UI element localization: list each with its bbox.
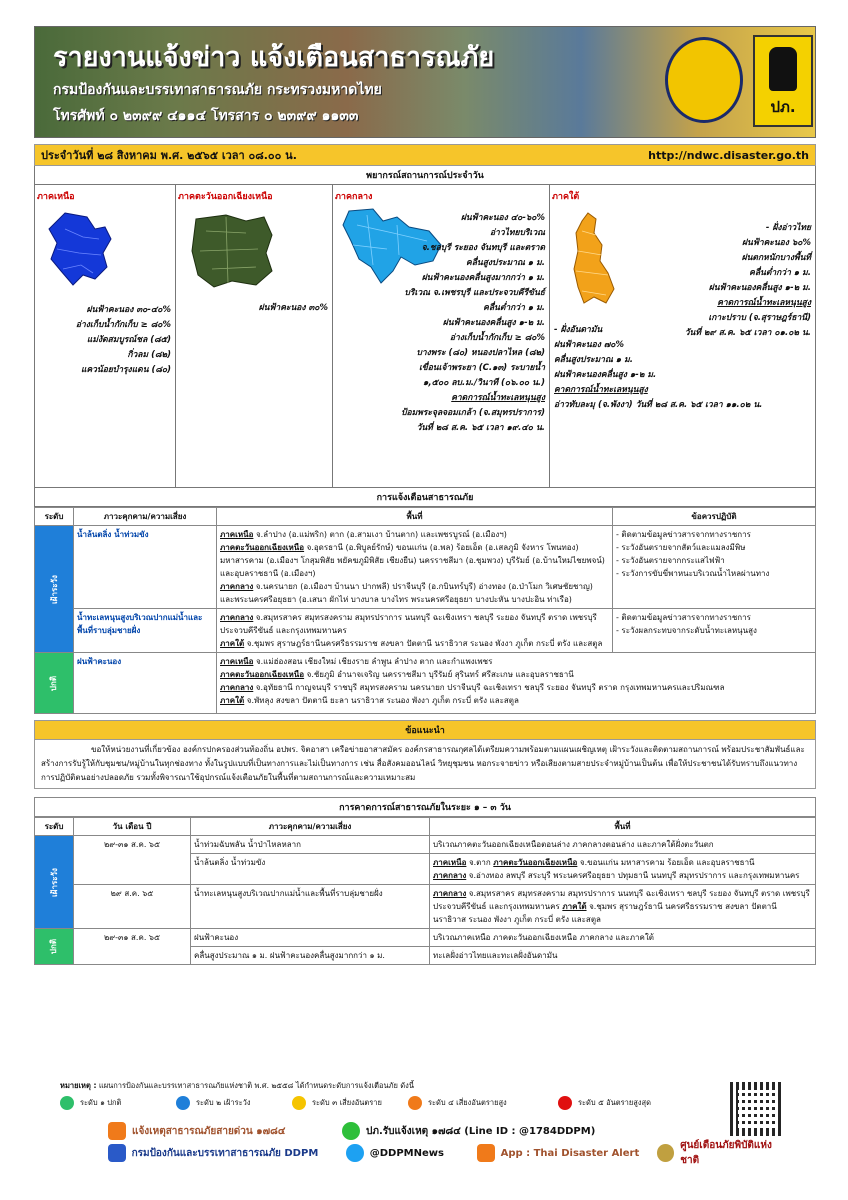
area-cell [430, 854, 816, 885]
level-watch-cell [35, 526, 74, 653]
area-region: ภาคเหนือ [220, 657, 254, 666]
daily-forecast-heading: พยากรณ์สถานการณ์ประจำวัน [34, 166, 816, 185]
central-tide-line: ป้อมพระจุลจอมเกล้า (จ.สมุทรปราการ) [401, 408, 545, 418]
area-text: จ.ขอนแก่น มหาสารคาม ร้อยเอ็ด และอุบลราชธานี [577, 858, 755, 867]
level-label: เฝ้าระวัง [49, 574, 59, 604]
south-east-line: ฝนฟ้าคะนอง ๖๐% [742, 238, 811, 248]
level-2-dot-icon [176, 1096, 190, 1110]
level-normal-cell [35, 653, 74, 714]
legend-level-label: ระดับ ๕ อันตรายสูงสุด [578, 1098, 651, 1107]
south-west-lines [554, 323, 762, 413]
area-region: ภาคใต้ [220, 639, 245, 648]
area-region: ภาคตะวันออกเฉียงเหนือ [220, 670, 305, 679]
area-text: จ.สมุทรสาคร สมุทรสงคราม สมุทรปราการ นนทบุรี ฉะเชิงเทรา ชลบุรี ระยอง จันทบุรี ตราด เพชรบุรี ประจวบคีรีขันธ์ และกรุงเทพมหานคร [433, 889, 810, 911]
area-line [220, 655, 812, 668]
advice-heading: ข้อแนะนำ [34, 720, 816, 740]
area-text: จ.ลำปาง (อ.แม่พริก) ตาก (อ.สามเงา บ้านตาก) และเพชรบูรณ์ (อ.เมืองฯ) [253, 530, 507, 539]
area-region: ภาคเหนือ [433, 858, 467, 867]
hotline-text[interactable]: แจ้งเหตุสาธารณภัยสายด่วน ๑๗๘๔ [132, 1125, 286, 1137]
level-normal-cell [35, 929, 74, 965]
central-line: บริเวณ จ.เพชรบุรี และประจวบคีรีขันธ์ [404, 288, 545, 298]
contacts [108, 1120, 788, 1164]
central-line: ฝนฟ้าคะนองคลื่นสูงมากกว่า ๑ ม. [421, 273, 545, 283]
warning-center-text: ศูนย์เตือนภัยพิบัติแห่งชาติ [680, 1140, 772, 1166]
app-icon [477, 1144, 495, 1162]
area-text: จ.อ่างทอง ลพบุรี สระบุรี พระนครศรีอยุธยา ปทุมธานี นนทบุรี สมุทรปราการ และกรุงเทพมหานคร [466, 871, 800, 880]
advice-item: - ติดตามข้อมูลข่าวสารจากทางราชการ [616, 530, 751, 539]
ddpm-logo [753, 35, 813, 127]
level-3-dot-icon [292, 1096, 306, 1110]
central-line: คลื่นต่ำกว่า ๑ ม. [483, 303, 545, 313]
region-north [35, 185, 176, 487]
area-region: ภาคใต้ [220, 696, 245, 705]
region-title: ภาคกลาง [335, 192, 373, 202]
south-west-tide-line: อ่าวทับละมุ (จ.พังงา) วันที่ ๒๘ ส.ค. ๖๕ เวลา ๑๑.๐๒ น. [554, 400, 763, 410]
northeast-lines [259, 301, 328, 316]
south-west-line: - ฝั่งอันดามัน [554, 325, 603, 335]
area-text: จ.อุทัยธานี กาญจนบุรี ราชบุรี สมุทรสงคราม นครนายก ปราจีนบุรี ฉะเชิงเทรา ชลบุรี ระยอง จันทบุรี ตราด กรุงเทพมหานครและปริมณฑล [253, 683, 725, 692]
area-region: ภาคใต้ [562, 902, 587, 911]
region-title: ภาคใต้ [552, 192, 580, 202]
threat-cell: น้ำท่วมฉับพลัน น้ำป่าไหลหลาก [191, 836, 430, 854]
threat-cell: ฝนฟ้าคะนอง [191, 929, 430, 947]
legend-level-label: ระดับ ๒ เฝ้าระวัง [196, 1098, 251, 1107]
northeast-line: ฝนฟ้าคะนอง ๓๐% [258, 303, 328, 313]
south-west-line: ฝนฟ้าคะนองคลื่นสูง ๑-๒ ม. [554, 370, 657, 380]
advice-item: - ติดตามข้อมูลข่าวสารจากทางราชการ [616, 613, 751, 622]
south-east-tide-line: วันที่ ๒๙ ส.ค. ๖๕ เวลา ๐๑.๐๒ น. [684, 328, 811, 338]
line-id-text[interactable]: ปภ.รับแจ้งเหตุ ๑๗๘๔ (Line ID : @1784DDPM) [366, 1125, 596, 1137]
phone-icon [108, 1122, 126, 1140]
threat-cell: คลื่นสูงประมาณ ๑ ม. ฝนฟ้าคะนองคลื่นสูงมากกว่า ๑ ม. [191, 947, 430, 965]
advice-item: - ระวังอันตรายจากกระแสไฟฟ้า [616, 556, 725, 565]
region-central [333, 185, 550, 487]
legend-note [60, 1080, 760, 1092]
area-region: ภาคกลาง [220, 683, 254, 692]
legend-note-label: หมายเหตุ : [60, 1081, 97, 1090]
north-line: กิ่วลม (๘๒) [127, 350, 171, 360]
department-name: กรมป้องกันและบรรเทาสาธารณภัย กระทรวงมหาดไทย [53, 82, 382, 98]
area-cell [217, 653, 816, 714]
three-day-table [34, 817, 816, 965]
region-south [550, 185, 815, 487]
central-line: เขื่อนเจ้าพระยา (C.๑๓) ระบายน้ำ [418, 363, 545, 373]
central-tide-title: คาดการณ์น้ำทะเลหนุนสูง [451, 393, 545, 403]
table-row [35, 836, 816, 854]
advice-item: - ระวังผลกระทบจากระดับน้ำทะเลหนุนสูง [616, 626, 757, 635]
contact-row [108, 1142, 788, 1164]
threat-cell: น้ำล้นตลิ่ง น้ำท่วมขัง [74, 526, 217, 609]
area-line [220, 637, 609, 650]
table-header-cell: วัน เดือน ปี [74, 818, 191, 836]
south-map-icon [558, 211, 618, 321]
advice-cell [613, 526, 816, 609]
area-text: จ.อุดรธานี (อ.พิบูลย์รักษ์) ขอนแก่น (อ.พล) ร้อยเอ็ด (อ.เสลภูมิ จังหาร โพนทอง) มหาสารคาม (อ.เมืองฯ โกสุมพิสัย พยัคฆภูมิพิสัย เชียงยืน) นครราชสีมา (อ.ชุมพวง) บุรีรัมย์ (อ.บ้านใหม่ไชยพจน์) และอุบลราชธานี (อ.เมืองฯ) [220, 543, 605, 578]
south-east-line: ฝนฟ้าคะนองคลื่นสูง ๑-๒ ม. [708, 283, 811, 293]
area-cell [430, 885, 816, 929]
area-line [220, 694, 812, 707]
date-bar [34, 144, 816, 166]
legend-level [558, 1096, 674, 1110]
report-page [34, 26, 816, 965]
twitter-text[interactable]: @DDPMNews [369, 1147, 444, 1159]
south-east-line: ฝนตกหนักบางพื้นที่ [741, 253, 811, 263]
area-text: จ.นครนายก (อ.เมืองฯ บ้านนา ปากพลี) ปราจีนบุรี (อ.กบินทร์บุรี) อ่างทอง (อ.ป่าโมก วิเศษชัยชาญ) และพระนครศรีอยุธยา (อ.เสนา ผักไห่ บางบาล บางไทร พระนครศรีอยุธยา บางปะหัน บางปะอิน ท่าเรือ) [220, 582, 593, 604]
region-title: ภาคเหนือ [37, 192, 75, 202]
south-east-line: - ฝั่งอ่าวไทย [765, 223, 811, 233]
legend-level [292, 1096, 408, 1110]
area-line [220, 528, 609, 541]
area-text: จ.ชุมพร สุราษฎร์ธานี นครศรีธรรมราช สงขลา ปัตตานี นราธิวาส ระนอง พังงา ภูเก็ต กระบี่ ตรัง และสตูล [433, 902, 777, 924]
area-cell: ทะเลฝั่งอ่าวไทยและทะเลฝั่งอันดามัน [430, 947, 816, 965]
central-line: บางพระ (๘๐) หนองปลาไหล (๘๒) [416, 348, 545, 358]
advice-paragraph: ขอให้หน่วยงานที่เกี่ยวข้อง องค์กรปกครองส่วนท้องถิ่น อปพร. จิตอาสา เครือข่ายอาสาสมัคร องค์กรสาธารณกุศลได้เตรียมความพร้อมตามแผนเผชิญเหตุ เฝ้าระวังและติดตามสถานการณ์ พร้อมประชาสัมพันธ์และสร้างการรับรู้ให้กับชุมชน/หมู่บ้านในทุกช่องทาง ทั้งในรูปแบบที่เป็นทางการและไม่เป็นทางการ เช่น สื่อสังคมออนไลน์ วิทยุชุมชน หอกระจายข่าว หรือเสียงตามสายประจำหมู่บ้านเป็นต้น เพื่อให้ประชาชนได้รับทราบถึงแนวทางการปฏิบัติตนอย่างปลอดภัย รวมทั้งพิจารณาใช้อุปกรณ์แจ้งเตือนภัยในพื้นที่ตามสถานการณ์และความเหมาะสม [34, 740, 816, 789]
table-row [35, 929, 816, 947]
north-line: อ่างเก็บน้ำกักเก็บ ≥ ๘๐% [75, 320, 171, 330]
legend-level-label: ระดับ ๓ เสี่ยงอันตราย [312, 1098, 382, 1107]
area-region: ภาคกลาง [220, 582, 254, 591]
date-cell: ๒๙ ส.ค. ๖๕ [74, 885, 191, 929]
legend-levels [60, 1096, 760, 1110]
logo-text: ปภ. [770, 98, 796, 116]
area-region: ภาคกลาง [433, 871, 467, 880]
area-line [220, 611, 609, 637]
table-header-cell: พื้นที่ [217, 508, 613, 526]
area-region: ภาคตะวันออกเฉียงเหนือ [493, 858, 578, 867]
advice-item: - ระวังอันตรายจากสัตว์และแมลงมีพิษ [616, 543, 746, 552]
central-line: ๑,๕๐๐ ลบ.ม./วินาที (๐๖.๐๐ น.) [422, 378, 545, 388]
ministry-seal-icon [665, 37, 743, 123]
table-header-cell: ระดับ [35, 818, 74, 836]
central-line: อ่าวไทยบริเวณ [489, 228, 545, 238]
app-text[interactable]: App : Thai Disaster Alert [500, 1147, 640, 1159]
level-1-dot-icon [60, 1096, 74, 1110]
area-text: จ.สมุทรสาคร สมุทรสงคราม สมุทรปราการ นนทบุรี ฉะเชิงเทรา ชลบุรี ระยอง จันทบุรี ตราด เพชรบุรี ประจวบคีรีขันธ์ และกรุงเทพมหานคร [220, 613, 597, 635]
area-line [220, 668, 812, 681]
legend [60, 1080, 760, 1110]
central-line: อ่างเก็บน้ำกักเก็บ ≥ ๘๐% [449, 333, 545, 343]
south-west-line: คลื่นสูงประมาณ ๑ ม. [554, 355, 633, 365]
level-4-dot-icon [408, 1096, 422, 1110]
area-region: ภาคเหนือ [220, 530, 254, 539]
three-day-heading: การคาดการณ์สาธารณภัยในระยะ ๑ – ๓ วัน [34, 797, 816, 817]
facebook-icon [108, 1144, 126, 1162]
legend-level [408, 1096, 558, 1110]
level-label: เฝ้าระวัง [49, 867, 59, 897]
facebook-text[interactable]: กรมป้องกันและบรรเทาสาธารณภัย DDPM [131, 1147, 319, 1159]
advice-item: - ระวังการขับขี่พาหนะบริเวณน้ำไหลผ่านทาง [616, 569, 770, 578]
area-line [220, 681, 812, 694]
area-text: จ.ตาก [466, 858, 494, 867]
south-east-line: คลื่นต่ำกว่า ๑ ม. [749, 268, 811, 278]
website-link[interactable]: http://ndwc.disaster.go.th [648, 148, 809, 162]
threat-cell: น้ำทะเลหนุนสูงบริเวณปากแม่น้ำและพื้นที่ราบลุ่มชายฝั่ง [191, 885, 430, 929]
central-lines [401, 211, 545, 436]
level-5-dot-icon [558, 1096, 572, 1110]
contact-phone: โทรศัพท์ ๐ ๒๓๙๙ ๔๑๑๔ โทรสาร ๐ ๒๓๙๙ ๑๑๓๓ [53, 108, 359, 124]
table-header-cell: ภาวะคุกคาม/ความเสี่ยง [74, 508, 217, 526]
south-west-tide-title: คาดการณ์น้ำทะเลหนุนสูง [554, 385, 648, 395]
table-row [35, 653, 816, 714]
area-text: จ.ชัยภูมิ อำนาจเจริญ นครราชสีมา บุรีรัมย์ สุรินทร์ ศรีสะเกษ และอุบลราชธานี [304, 670, 574, 679]
central-line: ฝนฟ้าคะนอง ๔๐-๖๐% [460, 213, 545, 223]
area-region: ภาคกลาง [433, 889, 467, 898]
table-header-cell: ภาวะคุกคาม/ความเสี่ยง [191, 818, 430, 836]
level-watch-cell [35, 836, 74, 929]
line-icon [342, 1122, 360, 1140]
date-cell: ๒๙-๓๑ ส.ค. ๖๕ [74, 836, 191, 885]
central-line: คลื่นสูงประมาณ ๑ ม. [466, 258, 545, 268]
legend-level-label: ระดับ ๔ เสี่ยงอันตรายสูง [428, 1098, 507, 1107]
area-cell: บริเวณภาคตะวันออกเฉียงเหนือตอนล่าง ภาคกลางตอนล่าง และภาคใต้ฝั่งตะวันตก [430, 836, 816, 854]
table-header-cell: พื้นที่ [430, 818, 816, 836]
report-date: ประจำวันที่ ๒๘ สิงหาคม พ.ศ. ๒๕๖๕ เวลา ๐๘.๐๐ น. [41, 149, 297, 162]
level-label: ปกติ [49, 675, 59, 691]
area-region: ภาคตะวันออกเฉียงเหนือ [220, 543, 305, 552]
south-east-tide-line: เกาะปราบ (จ.สุราษฎร์ธานี) [708, 313, 811, 323]
table-header-row [35, 818, 816, 836]
north-line: แม่งัดสมบูรณ์ชล (๘๕) [86, 335, 171, 345]
central-line: ฝนฟ้าคะนองคลื่นสูง ๑-๒ ม. [442, 318, 545, 328]
north-line: แควน้อยบำรุงแดน (๘๐) [80, 365, 171, 375]
alerts-table [34, 507, 816, 714]
region-title: ภาคตะวันออกเฉียงเหนือ [178, 192, 273, 202]
threat-cell: น้ำทะเลหนุนสูงบริเวณปากแม่น้ำและพื้นที่ราบลุ่มชายฝั่ง [74, 609, 217, 653]
table-row [35, 609, 816, 653]
area-text: จ.พัทลุง สงขลา ปัตตานี ยะลา นราธิวาส ระนอง พังงา ภูเก็ต กระบี่ ตรัง และสตูล [244, 696, 519, 705]
area-cell [217, 526, 613, 609]
northeast-map-icon [186, 211, 276, 291]
report-title: รายงานแจ้งข่าว แจ้งเตือนสาธารณภัย [53, 42, 495, 73]
area-line [220, 580, 609, 606]
report-header-banner [34, 26, 816, 138]
area-text: จ.แม่ฮ่องสอน เชียงใหม่ เชียงราย ลำพูน ลำปาง ตาก และกำแพงเพชร [253, 657, 493, 666]
threat-cell: น้ำล้นตลิ่ง น้ำท่วมขัง [191, 854, 430, 885]
central-line: จ.ชลบุรี ระยอง จันทบุรี และตราด [421, 243, 545, 253]
advice-cell [613, 609, 816, 653]
threat-cell: ฝนฟ้าคะนอง [74, 653, 217, 714]
south-east-tide-title: คาดการณ์น้ำทะเลหนุนสูง [717, 298, 811, 308]
area-cell: บริเวณภาคเหนือ ภาคตะวันออกเฉียงเหนือ ภาคกลาง และภาคใต้ [430, 929, 816, 947]
warning-center-icon [657, 1144, 675, 1162]
legend-level [60, 1096, 176, 1110]
area-text: จ.ชุมพร สุราษฎร์ธานีนครศรีธรรมราช สงขลา ปัตตานี นราธิวาส ระนอง พังงา ภูเก็ต กระบี่ ตรัง และสตูล [244, 639, 603, 648]
area-cell [217, 609, 613, 653]
table-row [35, 885, 816, 929]
level-label: ปกติ [49, 938, 59, 955]
table-header-cell: ระดับ [35, 508, 74, 526]
table-header-cell: ข้อควรปฏิบัติ [613, 508, 816, 526]
date-cell: ๒๙-๓๑ ส.ค. ๖๕ [74, 929, 191, 965]
region-northeast [176, 185, 333, 487]
table-header-row [35, 508, 816, 526]
north-lines [76, 303, 171, 378]
alerts-heading: การแจ้งเตือนสาธารณภัย [34, 488, 816, 507]
north-line: ฝนฟ้าคะนอง ๓๐-๔๐% [86, 305, 171, 315]
north-map-icon [43, 209, 123, 289]
central-tide-line: วันที่ ๒๘ ส.ค. ๖๕ เวลา ๑๙.๔๐ น. [416, 423, 545, 433]
legend-note-text: แผนการป้องกันและบรรเทาสาธารณภัยแห่งชาติ พ.ศ. ๒๕๕๘ ได้กำหนดระดับการแจ้งเตือนภัย ดังนี้ [96, 1081, 414, 1090]
area-region: ภาคกลาง [220, 613, 254, 622]
twitter-icon [346, 1144, 364, 1162]
legend-level [176, 1096, 292, 1110]
area-line [433, 869, 812, 882]
south-west-line: ฝนฟ้าคะนอง ๗๐% [554, 340, 624, 350]
table-row [35, 526, 816, 609]
legend-level-label: ระดับ ๑ ปกติ [80, 1098, 122, 1107]
hand-icon [769, 47, 797, 91]
regional-forecast [34, 185, 816, 488]
area-line [220, 541, 609, 580]
